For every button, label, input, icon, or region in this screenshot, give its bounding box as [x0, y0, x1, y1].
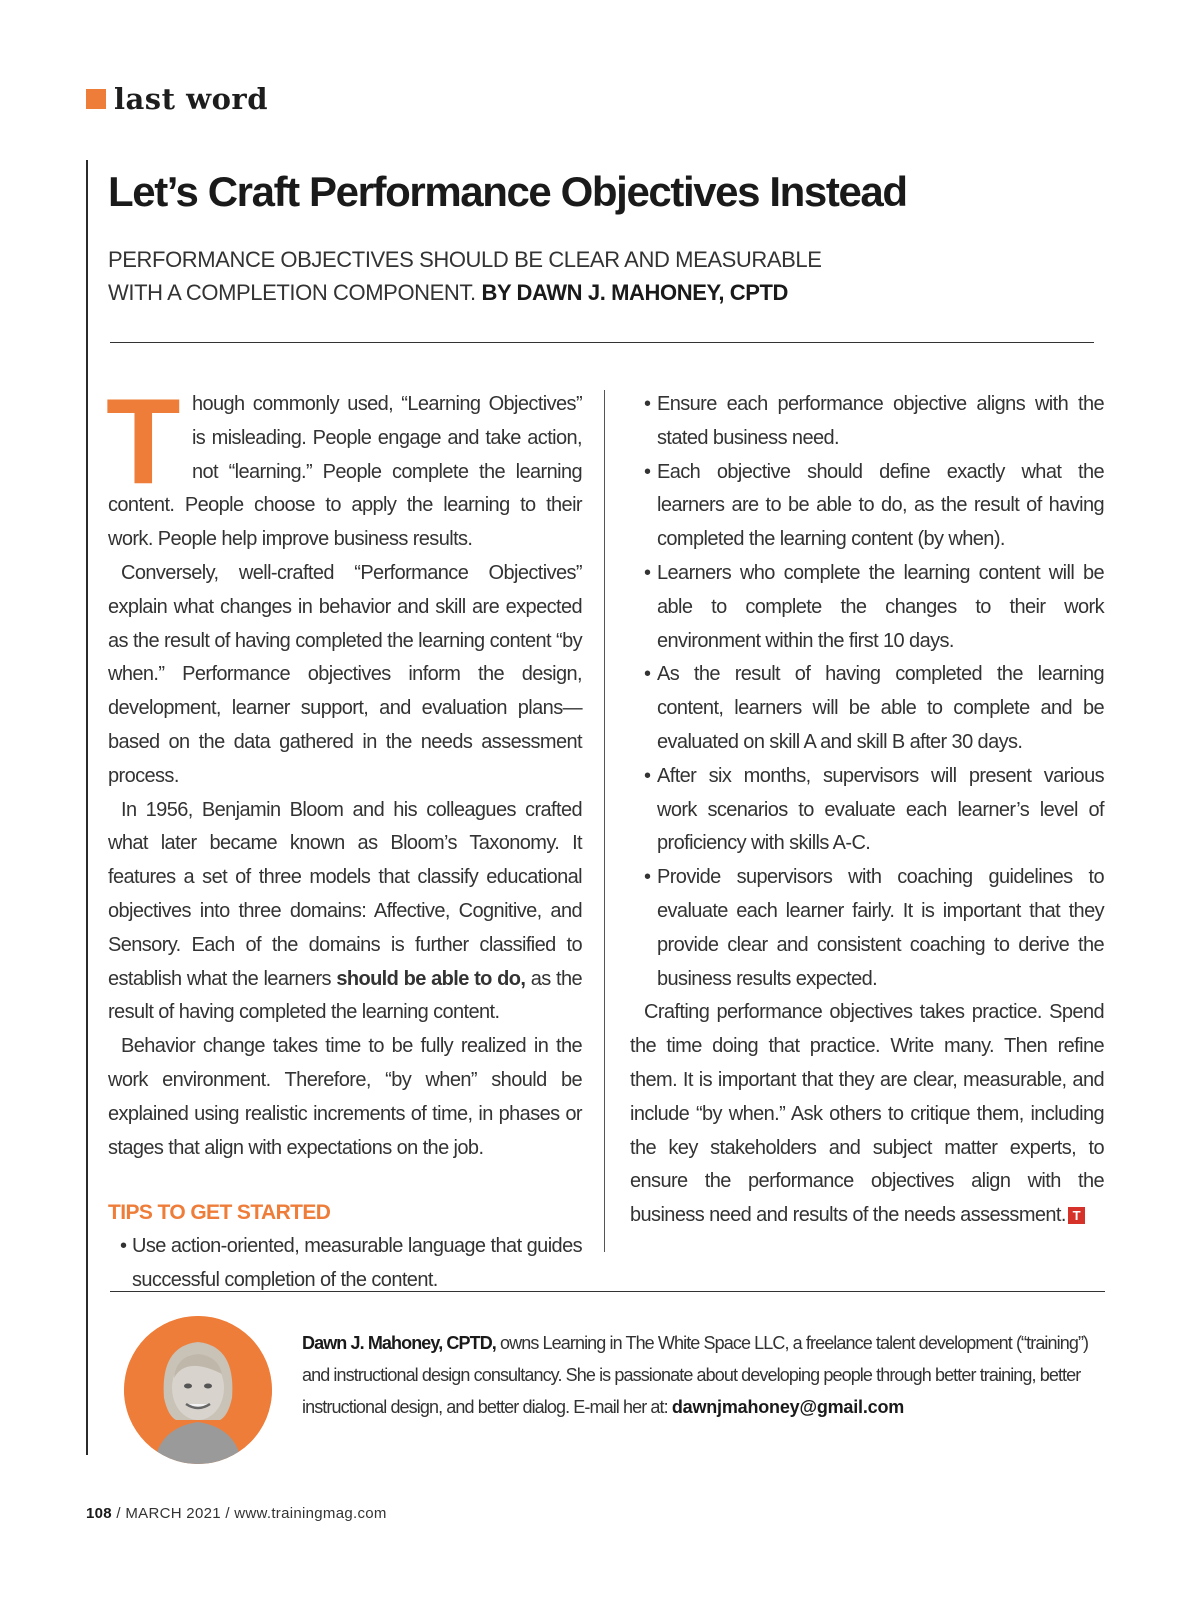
deck-line-2: WITH A COMPLETION COMPONENT.: [108, 280, 476, 305]
author-bio: [302, 1327, 1102, 1423]
paragraph-3-text-a: In 1956, Benjamin Bloom and his colleagues crafted what later became known as Bloom’s Taxonomy. It features a set of three models that classify educational objectives into three domains: Affective, Cognitive, and Sensory. Each of the domains is further classified to establish what the learners: [108, 798, 582, 990]
section-tag-square-icon: [86, 89, 106, 109]
tips-list-right: [630, 388, 1104, 996]
paragraph-3-text-b: as the result of having completed the learning content.: [108, 967, 583, 1024]
author-email-link[interactable]: dawnjmahoney@gmail.com: [671, 1397, 905, 1417]
tip-text: Ensure each performance objective aligns with the stated business need.: [657, 393, 1104, 449]
tip-item: [630, 557, 1104, 658]
section-tag-label: last word: [114, 82, 268, 116]
tip-text: Provide supervisors with coaching guidelines to evaluate each learner fairly. It is important that they provide clear and consistent coaching to derive the business results expected.: [657, 866, 1104, 990]
bullet-icon: •: [644, 764, 651, 787]
section-tag: [86, 82, 268, 116]
paragraph-3-emphasis: should be able to do,: [336, 967, 526, 990]
deck-line-1: PERFORMANCE OBJECTIVES SHOULD BE CLEAR AND MEASURABLE: [108, 247, 822, 272]
tip-item: [630, 388, 1104, 456]
author-bio-text: owns Learning in The White Space LLC, a freelance talent development (“training”) and instructional design consultancy. She is passionate about developing people through better training, better instructional design, and better dialog. E-mail her at:: [302, 1333, 1089, 1417]
page-number: 108: [86, 1505, 112, 1522]
tip-text: Each objective should define exactly what the learners are to be able to do, as the result of having completed the learning content (by when).: [657, 460, 1104, 551]
tips-list-left: [108, 1230, 582, 1298]
top-divider: [110, 342, 1094, 343]
tips-heading: TIPS TO GET STARTED: [108, 1201, 331, 1225]
paragraph-1: [106, 373, 582, 557]
tip-item: [630, 456, 1104, 557]
byline: BY DAWN J. MAHONEY, CPTD: [481, 280, 789, 305]
drop-cap: T: [106, 373, 180, 509]
article-deck: [108, 243, 988, 309]
paragraph-4: Behavior change takes time to be fully realized in the work environment. Therefore, “by when” should be explained using realistic increments of time, in phases or stages that align with expectations on the job.: [108, 1035, 582, 1159]
column-right: [630, 388, 1104, 1233]
author-photo: [124, 1316, 272, 1464]
bullet-icon: •: [644, 663, 651, 686]
closing-text: Crafting performance objectives takes practice. Spend the time doing that practice. Write many. Then refine them. It is important that they are clear, measurable, and include “by when.” Ask others to critique them, including the key stakeholders and subject matter experts, to ensure the performance objectives align with the business need and results of the needs assessment.: [630, 1001, 1104, 1227]
bullet-icon: •: [120, 1235, 127, 1258]
author-portrait-icon: [124, 1316, 272, 1464]
paragraph-1-text: hough commonly used, “Learning Objectives” is misleading. People engage and take action, not “learning.” People complete the learning content. People choose to apply the learning to their work. People help improve business results.: [108, 393, 582, 551]
tip-text: Use action-oriented, measurable language that guides successful completion of the content.: [132, 1235, 582, 1291]
tip-item: [630, 658, 1104, 759]
paragraph-2: Conversely, well-crafted “Performance Objectives” explain what changes in behavior and skill are expected as the result of having completed the learning content “by when.” Performance objectives inform the design, development, learner support, and evaluation plans—based on the data gathered in the needs assessment process.: [108, 561, 582, 787]
closing-paragraph: [630, 996, 1104, 1233]
tip-item: [630, 760, 1104, 861]
end-mark-icon: T: [1068, 1207, 1085, 1224]
bullet-icon: •: [644, 866, 651, 889]
tip-text: As the result of having completed the learning content, learners will be able to complete and be evaluated on skill A and skill B after 30 days.: [657, 663, 1104, 753]
author-name: Dawn J. Mahoney, CPTD,: [302, 1333, 496, 1353]
column-left: [106, 373, 583, 1298]
paragraph-3: [108, 794, 582, 1031]
tip-text: After six months, supervisors will present various work scenarios to evaluate each learner’s level of proficiency with skills A-C.: [657, 764, 1104, 855]
page-footer: [86, 1505, 387, 1522]
tip-item: [630, 861, 1104, 996]
bottom-divider: [110, 1291, 1105, 1292]
tip-text: Learners who complete the learning content will be able to complete the changes to their work environment within the first 10 days.: [657, 561, 1104, 652]
bullet-icon: •: [644, 393, 651, 415]
footer-issue-site: / MARCH 2021 / www.trainingmag.com: [116, 1505, 387, 1522]
bullet-icon: •: [644, 561, 651, 584]
tip-item: [108, 1230, 582, 1298]
article-title: Let’s Craft Performance Objectives Instead: [108, 168, 907, 215]
left-margin-rule: [86, 160, 88, 1455]
bullet-icon: •: [644, 460, 651, 483]
column-divider: [604, 390, 605, 1252]
